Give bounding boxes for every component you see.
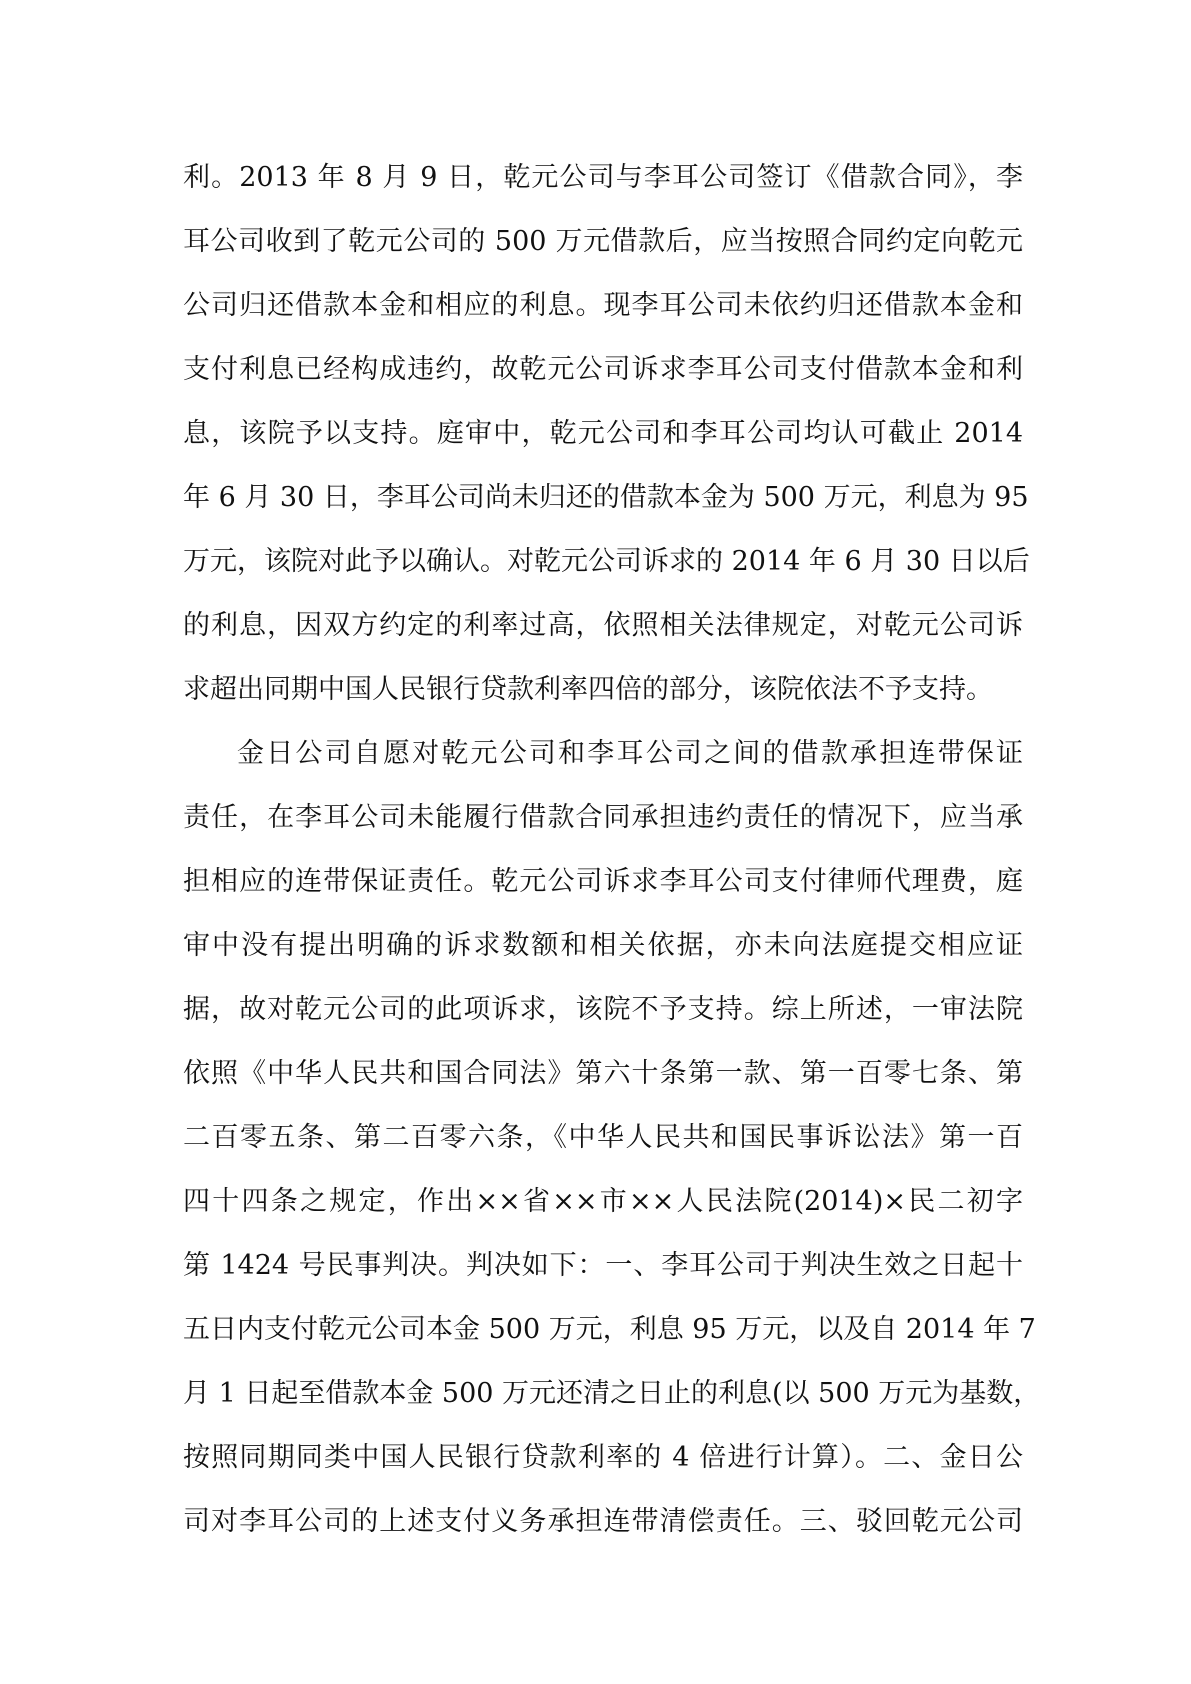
- text-line: 司对李耳公司的上述支付义务承担连带清偿责任。三、驳回乾元公司: [183, 1506, 1023, 1537]
- text-line: 利。2013 年 8 月 9 日，乾元公司与李耳公司签订《借款合同》，李: [183, 162, 1023, 193]
- text-line: 耳公司收到了乾元公司的 500 万元借款后，应当按照合同约定向乾元: [183, 226, 1023, 257]
- text-line: 月 1 日起至借款本金 500 万元还清之日止的利息(以 500 万元为基数，: [183, 1378, 1041, 1409]
- text-line: 责任，在李耳公司未能履行借款合同承担违约责任的情况下，应当承: [183, 802, 1023, 833]
- paragraph-1: [183, 146, 1030, 722]
- text-line: 息，该院予以支持。庭审中，乾元公司和李耳公司均认可截止 2014: [183, 418, 1023, 449]
- text-line: 公司归还借款本金和相应的利息。现李耳公司未依约归还借款本金和: [183, 290, 1023, 321]
- text-line: 年 6 月 30 日，李耳公司尚未归还的借款本金为 500 万元，利息为 95: [183, 482, 1029, 513]
- text-line: 第 1424 号民事判决。判决如下：一、李耳公司于判决生效之日起十: [183, 1250, 1023, 1281]
- text-line: 万元，该院对此予以确认。对乾元公司诉求的 2014 年 6 月 30 日以后: [183, 546, 1030, 577]
- document-body: [183, 146, 1041, 1554]
- text-line: 五日内支付乾元公司本金 500 万元，利息 95 万元，以及自 2014 年 7: [183, 1314, 1036, 1345]
- text-line: 的利息，因双方约定的利率过高，依照相关法律规定，对乾元公司诉: [183, 610, 1023, 641]
- text-line: 求超出同期中国人民银行贷款利率四倍的部分，该院依法不予支持。: [183, 674, 993, 705]
- text-line: 二百零五条、第二百零六条，《中华人民共和国民事诉讼法》第一百: [183, 1122, 1023, 1153]
- text-line: 支付利息已经构成违约，故乾元公司诉求李耳公司支付借款本金和利: [183, 354, 1023, 385]
- text-line: 四十四条之规定，作出××省××市××人民法院(2014)×民二初字: [183, 1186, 1024, 1217]
- text-line: 依照《中华人民共和国合同法》第六十条第一款、第一百零七条、第: [183, 1058, 1023, 1089]
- text-line: 按照同期同类中国人民银行贷款利率的 4 倍进行计算）。二、金日公: [183, 1442, 1023, 1473]
- text-line: 担相应的连带保证责任。乾元公司诉求李耳公司支付律师代理费，庭: [183, 866, 1023, 897]
- paragraph-2: [183, 722, 1041, 1554]
- text-line: 金日公司自愿对乾元公司和李耳公司之间的借款承担连带保证: [237, 738, 1023, 769]
- text-line: 据，故对乾元公司的此项诉求，该院不予支持。综上所述，一审法院: [183, 994, 1023, 1025]
- text-line: 审中没有提出明确的诉求数额和相关依据，亦未向法庭提交相应证: [183, 930, 1023, 961]
